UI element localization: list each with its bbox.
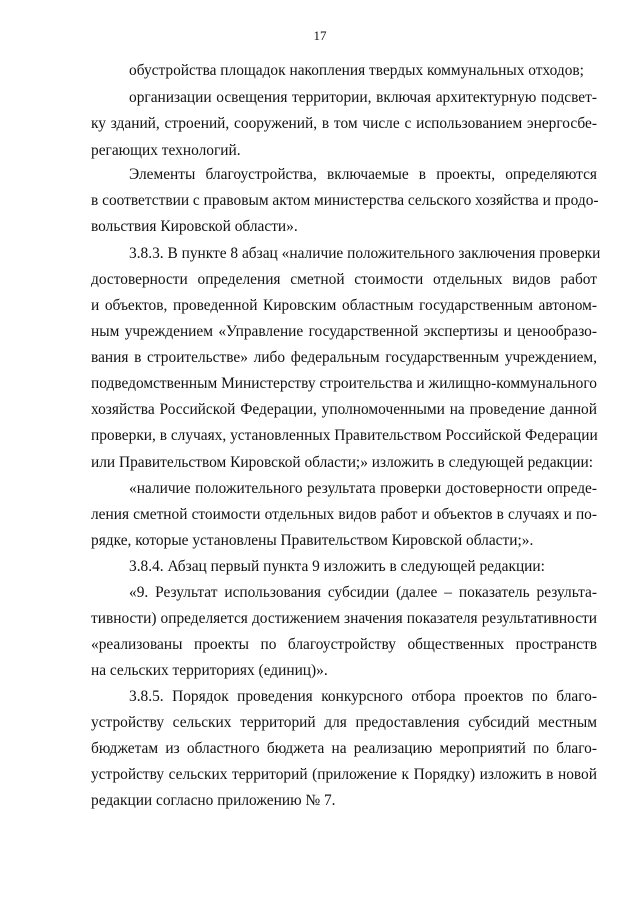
text-line: устройству сельских территорий для предоставления субсидий местным [91,714,597,731]
text-line: вания в строительстве» либо федеральным государственным учреждением, [91,349,597,366]
text-line: «9. Результат использования субсидии (далее – показатель результа- [129,584,597,601]
text-line: «реализованы проекты по благоустройству общественных пространств [91,636,597,653]
text-line: 3.8.5. Порядок проведения конкурсного отбора проектов по благо- [129,688,597,705]
text-line: Элементы благоустройства, включаемые в проекты, определяются [129,166,597,183]
text-line: хозяйства Российской Федерации, уполномоченными на проведение данной [91,401,597,418]
text-line: рядке, которые установлены Правительством Кировской области;». [91,532,534,549]
text-line: ления сметной стоимости отдельных видов работ и объектов в случаях и по- [91,506,597,523]
text-line: устройству сельских территорий (приложение к Порядку) изложить в новой [91,766,597,783]
text-line: подведомственным Министерству строительства и жилищно-коммунального [91,375,597,392]
text-line: на сельских территориях (единиц)». [91,662,328,679]
text-line: «наличие положительного результата проверки достоверности опреде- [129,480,597,497]
text-line: бюджетам из областного бюджета на реализацию мероприятий по благо- [91,740,597,757]
text-line: редакции согласно приложению № 7. [91,792,336,809]
text-line: ку зданий, строений, сооружений, в том числе с использованием энергосбе- [91,115,597,132]
text-line: 3.8.4. Абзац первый пункта 9 изложить в следующей редакции: [129,558,545,575]
text-line: тивности) определяется достижением значения показателя результативности [91,610,597,627]
text-line: или Правительством Кировской области;» изложить в следующей редакции: [91,454,594,471]
text-line: достоверности определения сметной стоимости отдельных видов работ [91,271,597,288]
text-line: ным учреждением «Управление государственной экспертизы и ценообразо- [91,323,597,340]
text-line: и объектов, проведенной Кировским областным государственным автоном- [91,297,597,314]
text-line: регающих технологий. [91,142,241,159]
text-line: организации освещения территории, включая архитектурную подсвет- [129,89,597,106]
text-line: проверки, в случаях, установленных Правительством Российской Федерации [91,427,598,444]
text-line: в соответствии с правовым актом министерства сельского хозяйства и продо- [91,192,599,209]
text-line: 3.8.3. В пункте 8 абзац «наличие положительного заключения проверки [129,245,601,262]
text-line: вольствия Кировской области». [91,218,298,235]
text-line: обустройства площадок накопления твердых коммунальных отходов; [129,62,584,79]
page-number: 17 [313,28,327,43]
